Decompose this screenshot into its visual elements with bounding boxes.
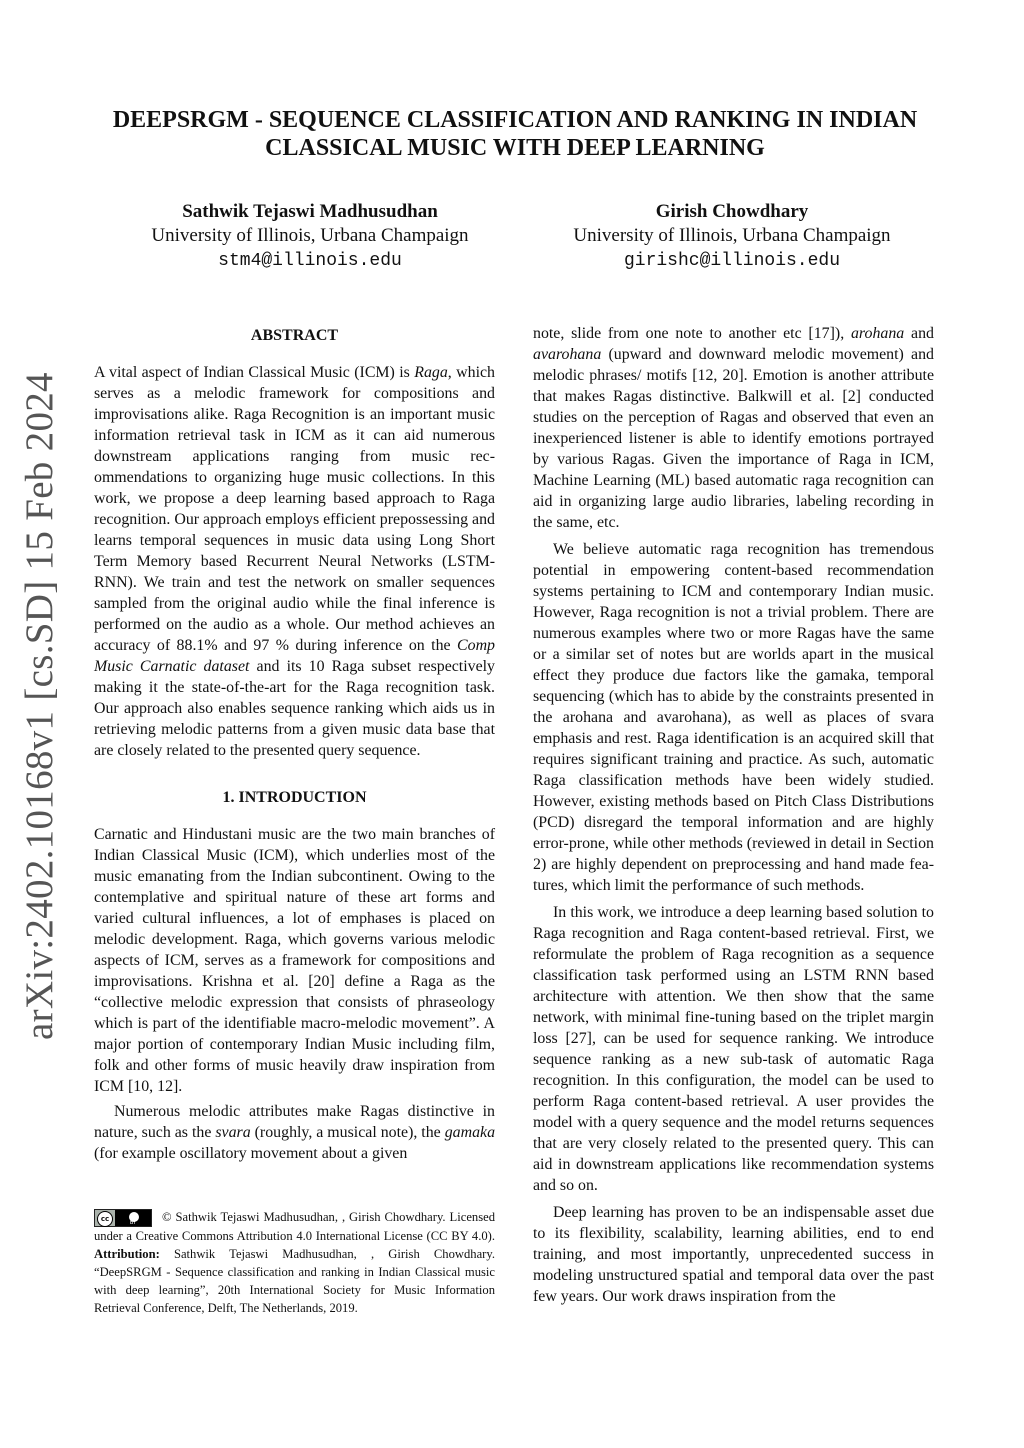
intro-paragraph-2-continued [533,323,934,533]
by-label: BY [129,1220,137,1227]
author-email: stm4@illinois.edu [218,251,402,271]
author-block-2 [532,200,932,274]
cc-by-license-icon [94,1209,152,1227]
author-affiliation: University of Illinois, Urbana Champaign [151,225,469,246]
introduction-heading: 1. INTRODUCTION [222,789,367,806]
intro-paragraph-1: Carnatic and Hindustani music are the two main branches of Indian Classical Music (ICM), which underlies most of the music emanating from the Indian subcontinent. Owing to the contemplative and spiritual nature of these art forms and varied cultural influences, a lot of emphases is placed on melodic development. Raga, which governs various melodic aspects of ICM, serves as a framework for compositions and improvisations. Krishna et al. [20] define a Raga as the “collective melodic expression that consists of phraseology which is part of the identifiable macro-melodic movement”. A major portion of contemporary Indian Music including film, folk and other forms of music heavily draw inspiration from ICM [10, 12]. [94,826,495,1095]
paragraph-text: and [904,325,934,342]
paper-title [90,106,940,162]
author-email: girishc@illinois.edu [623,251,841,271]
emphasis-term: arohana [850,325,905,342]
emphasis-term: gamaka [444,1124,496,1141]
abstract-emphasis: Raga [414,364,448,381]
emphasis-term: avarohana [533,346,602,363]
paragraph-text: (for example oscillatory movement about a given [94,1145,408,1162]
emphasis-term: svara [215,1124,251,1141]
paragraph-text: Numerous melodic attributes make Ragas distinctive in nature, such as the [94,1103,495,1141]
footnote-text: © Sathwik Tejaswi Madhusudhan, , Girish Chowdhary. Licensed under a Creative Commons Attribution 4.0 International License (CC BY 4.0). [94,1210,495,1244]
paragraph-text: (roughly, a musical note), the [250,1124,445,1141]
paragraph-text: note, slide from one note to another etc [17]), [533,325,851,342]
author-name: Girish Chowdhary [655,201,809,222]
intro-paragraph-2 [94,1101,495,1164]
title-line-2: CLASSICAL MUSIC WITH DEEP LEARNING [265,135,765,161]
by-icon [115,1210,151,1226]
abstract-text: A vital aspect of Indian Classical Music (ICM) is [94,364,415,381]
intro-paragraph-4: In this work, we introduce a deep learning based solution to Raga recognition and Raga content-based retrieval. First, we reformulate the problem of Raga recognition as a sequence classification task performed using an LSTM RNN based architecture with attention. We then show that the same network, with minimal fine-tuning based on the triplet margin loss [27], can be used for sequence ranking. We introduce sequence ranking as a new sub-task of automatic Raga recognition. In this configuration, the model can be used to perform Raga content-based retrieval. A user provides the model with a query sequence and the model returns sequences that are very closely related to the presented query. This can aid in downstream applications like recommendation systems and so on. [533,904,934,1194]
paragraph-text: (upward and downward melodic movement) and melodic phrases/ motifs [12, 20]. Emotion is another attribute that makes Ragas distinctive. Balkwill et al. [2] conducted studies on the perception of Ragas and observed that even an inexperienced listener is able to identify emotions portrayed by various Ragas. Given the importance of Raga in ICM, Machine Learning (ML) based automatic raga recognition can aid in organizing large audio libraries, labeling recording in the same, etc. [533,346,934,531]
intro-paragraph-5: Deep learning has proven to be an indispensable asset due to its flexibility, scalability, learning abilities, end to end training, and most importantly, unprecedented success in modeling unstructured spatial and temporal data over the past few years. Our work draws inspiration from the [533,1204,934,1305]
footnote-attribution-label: Attribution: [94,1247,160,1262]
arxiv-identifier: arXiv:2402.10168v1 [cs.SD] 15 Feb 2024 [18,372,61,1040]
author-name: Sathwik Tejaswi Madhusudhan [182,201,438,222]
abstract-emphasis: Comp Music Carnatic dataset [94,637,495,675]
license-footnote [94,1208,495,1317]
author-block-1 [110,200,510,274]
intro-paragraph-3: We believe automatic raga recognition has tremendous potential in empowering content-based recommendation systems pertaining to ICM and contemporary Indian music. However, Raga recognition is not a trivial problem. There are numerous examples where two or more Ragas have the same or a similar set of notes but are worlds apart in the musical effect they produce due factors like the gamaka, temporal sequencing (which has to abide by the constraints presented in the arohana and avarohana), as well as places of svara emphasis and rest. Raga identification is an acquired skill that requires significant training and practice. As such, automatic Raga classification methods have been widely studied. However, existing methods based on Pitch Class Distributions (PCD) disregard the temporal information and are highly error-prone, while other methods (reviewed in detail in Section 2) are highly dependent on preprocessing and hand made features, which limit the performance of such methods. [533,541,934,894]
title-line-1: DEEPSRGM - SEQUENCE CLASSIFICATION AND RANKING IN INDIAN [112,107,918,133]
footnote-text: Sathwik Tejaswi Madhusudhan, , Girish Chowdhary. “DeepSRGM - Sequence classification and ranking in Indian Classical music with deep learning”, 20th International Society for Music Information Retrieval Conference, Delft, The Netherlands, 2019. [94,1247,495,1316]
right-column [533,323,934,1307]
cc-icon: cc [97,1211,113,1227]
left-column [94,325,495,1164]
abstract-heading: ABSTRACT [250,327,339,344]
author-affiliation: University of Illinois, Urbana Champaign [573,225,891,246]
abstract-text: , which serves as a melodic framework for compositions and improvisations alike. Raga Recognition is an important music information retrieval task in ICM as it can aid numerous downstream applications ranging from music recommendations to organizing huge music collections. In this work, we propose a deep learning based approach to Raga recognition. Our approach employs efficient prepossessing and learns temporal sequences in music data using Long Short Term Memory based Recurrent Neural Networks (LSTM-RNN). We train and test the network on smaller sequences sampled from the original audio while the final inference is performed on the audio as a whole. Our method achieves an accuracy of 88.1% and 97 % during inference on the [94,364,495,654]
abstract-paragraph [94,362,495,761]
abstract-text: and its 10 Raga subset respectively making it the state-of-the-art for the Raga recognition task. Our approach also enables sequence ranking which aids us in retrieving melodic patterns from a given music data base that are closely related to the presented query sequence. [94,658,495,759]
